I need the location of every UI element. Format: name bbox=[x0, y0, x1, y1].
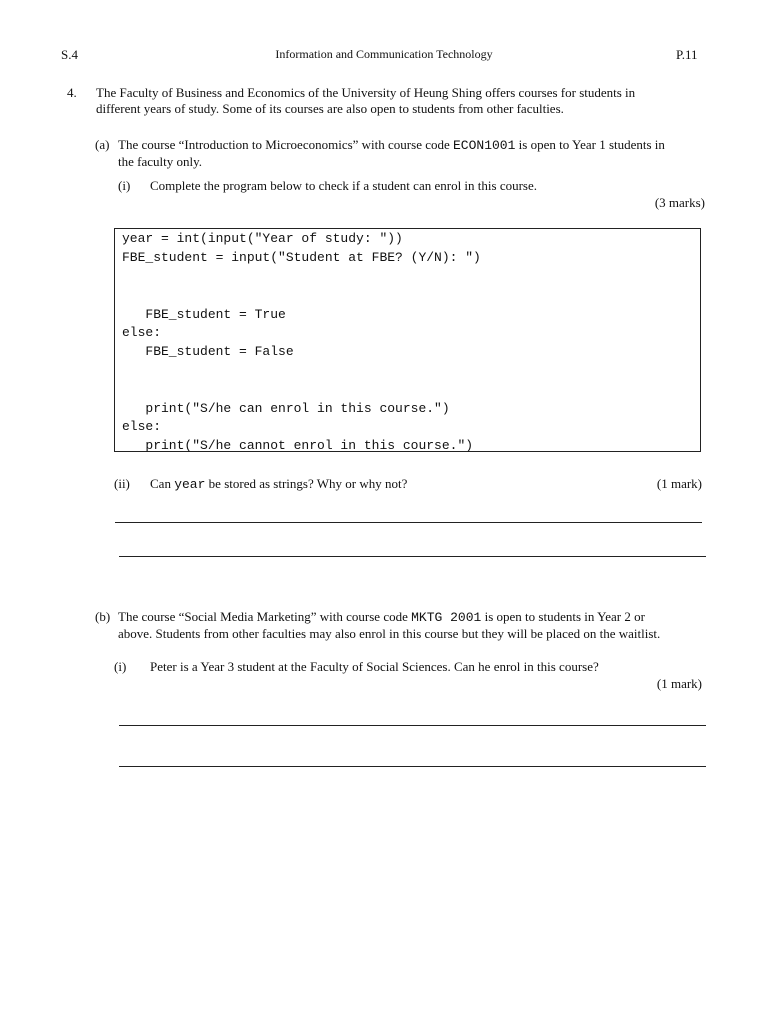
part-a-course-code: ECON1001 bbox=[453, 138, 516, 153]
answer-line[interactable] bbox=[119, 766, 706, 767]
part-b-i-marks: (1 mark) bbox=[656, 676, 702, 691]
question-number: 4. bbox=[67, 85, 77, 100]
part-a-ii-label: (ii) bbox=[114, 476, 130, 491]
header-left: S.4 bbox=[61, 47, 78, 62]
code-line: FBE_student = input("Student at FBE? (Y/N): ") bbox=[122, 250, 481, 265]
part-b-i-label: (i) bbox=[114, 659, 127, 674]
header-title: Information and Communication Technology bbox=[275, 47, 493, 61]
part-a-text-before: The course “Introduction to Microeconomics” with course code bbox=[118, 137, 453, 152]
part-b-i-text: Peter is a Year 3 student at the Faculty of Social Sciences. Can he enrol in this course? bbox=[150, 659, 599, 674]
code-line: else: bbox=[122, 325, 162, 340]
code-line: print("S/he can enrol in this course.") bbox=[122, 401, 450, 416]
part-b-course-code: MKTG 2001 bbox=[411, 610, 482, 625]
part-b-text-before: The course “Social Media Marketing” with course code bbox=[118, 609, 412, 624]
code-line: else: bbox=[122, 419, 162, 434]
part-a-text-after: is open to Year 1 students in bbox=[515, 137, 665, 152]
part-b-label: (b) bbox=[95, 609, 111, 624]
part-a-ii-text bbox=[150, 475, 407, 493]
code-line: FBE_student = False bbox=[122, 344, 294, 359]
part-b-text-line2: above. Students from other faculties may also enrol in this course but they will be placed on the waitlist. bbox=[118, 626, 661, 641]
part-a-text-line1 bbox=[118, 136, 665, 154]
part-a-label: (a) bbox=[95, 137, 110, 152]
part-a-ii-var: year bbox=[174, 477, 206, 492]
part-a-i-text: Complete the program below to check if a student can enrol in this course. bbox=[150, 178, 537, 193]
part-b-text-line1 bbox=[118, 608, 645, 626]
question-intro-line1: The Faculty of Business and Economics of the University of Heung Shing offers courses for students in bbox=[96, 85, 636, 100]
part-a-text-line2: the faculty only. bbox=[118, 154, 202, 169]
part-a-ii-text-before: Can bbox=[150, 476, 175, 491]
question-intro-line2: different years of study. Some of its courses are also open to students from other faculties. bbox=[96, 101, 564, 116]
part-b-text-after: is open to students in Year 2 or bbox=[481, 609, 645, 624]
answer-line[interactable] bbox=[115, 522, 702, 523]
part-a-i-marks: (3 marks) bbox=[654, 195, 705, 210]
part-a-ii-marks: (1 mark) bbox=[656, 476, 702, 491]
code-block bbox=[114, 228, 701, 452]
part-a-ii-text-after: be stored as strings? Why or why not? bbox=[205, 476, 408, 491]
code-line: year = int(input("Year of study: ")) bbox=[122, 231, 403, 246]
part-a-i-label: (i) bbox=[118, 178, 131, 193]
answer-line[interactable] bbox=[119, 556, 706, 557]
answer-line[interactable] bbox=[119, 725, 706, 726]
header-page-number: P.11 bbox=[676, 47, 698, 62]
code-line: print("S/he cannot enrol in this course.") bbox=[122, 438, 474, 453]
code-line: FBE_student = True bbox=[122, 307, 286, 322]
